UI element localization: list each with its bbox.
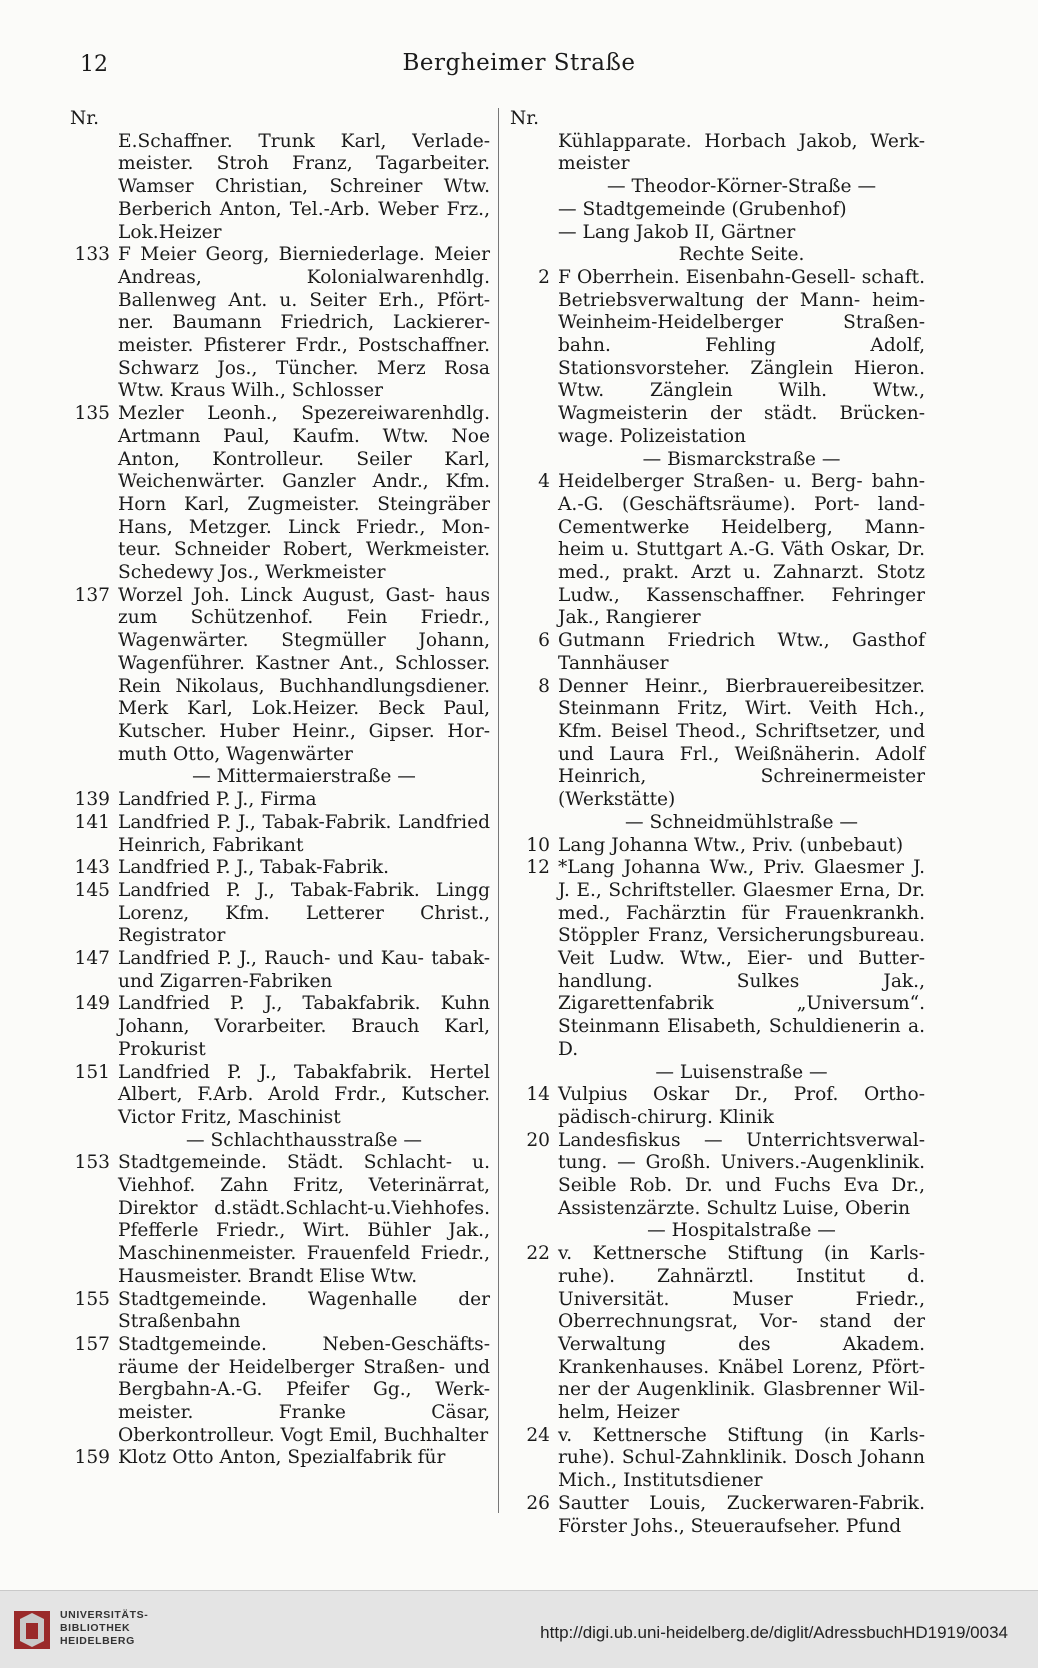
house-number: 14 <box>526 1084 550 1106</box>
house-number: 2 <box>538 266 550 288</box>
address-entry <box>510 199 925 222</box>
house-number <box>510 222 558 245</box>
entry-text: Stadtgemeinde. Städt. Schlacht- u. Viehhof. Zahn Fritz, Veterinärrat, Direktor d.städt.Schlacht-u.Viehhofes. Pfefferle Friedr., Wirt. Bühler Jak., Maschinenmeister. Frauenfeld Friedr., Hausmeister. Brandt Elise Wtw. <box>118 1152 490 1287</box>
entry-text: Landfried P. J., Tabak-Fabrik. Landfried Heinrich, Fabrikant <box>118 811 490 856</box>
house-number: 143 <box>74 857 110 879</box>
house-number: 26 <box>526 1492 550 1514</box>
cross-street-heading: — Schneidmühlstraße — <box>625 811 858 833</box>
university-seal-icon <box>12 1609 52 1651</box>
entry-text: Landfried P. J., Rauch- und Kau- tabak- und Zigarren-Fabriken <box>118 948 490 992</box>
house-number: 20 <box>526 1129 550 1151</box>
entry-text: Landfried P. J., Tabakfabrik. Kuhn Johann, Vorarbeiter. Brauch Karl, Prokurist <box>118 993 490 1060</box>
address-entry <box>70 789 490 812</box>
entry-text: Klotz Otto Anton, Spezialfabrik für <box>118 1447 446 1469</box>
entry-text: Landfried P. J., Tabak-Fabrik. <box>118 857 390 879</box>
cross-street-heading: — Schlachthausstraße — <box>185 1129 423 1151</box>
house-number: 141 <box>74 811 110 833</box>
entry-text: Vulpius Oskar Dr., Prof. Ortho- pädisch-chirurg. Klinik <box>558 1084 925 1128</box>
house-number: 159 <box>74 1447 110 1469</box>
address-entry <box>70 1289 490 1334</box>
address-entry <box>510 222 925 245</box>
entry-text: v. Kettnersche Stiftung (in Karls- ruhe). Zahnärztl. Institut d. Universität. Muser Friedr., Oberrechnungsrat, Vor- stand der Verwaltung des Akadem. Krankenhauses. Knäbel Lorenz, Pfört- ner der Augenklinik. Glasbrenner Wil- helm, Heizer <box>558 1243 925 1424</box>
entry-text: F Meier Georg, Bierniederlage. Meier Andreas, Kolonialwarenhdlg. Ballenweg Ant. u. Seiter Erh., Pfört- ner. Baumann Friedrich, Lackierer- meister. Pfisterer Frdr., Postschaffner. Schwarz Jos., Tüncher. Merz Rosa Wtw. Kraus Wilh., Schlosser <box>118 244 490 402</box>
address-entry <box>70 403 490 585</box>
house-number: 4 <box>538 471 550 493</box>
address-entry <box>70 585 490 767</box>
entry-text: Worzel Joh. Linck August, Gast- haus zum Schützenhof. Fein Friedr., Wagenwärter. Stegmüller Johann, Wagenführer. Kastner Ant., Schlosser. Rein Nikolaus, Buchhandlungsdiener. Merk Karl, Lok.Heizer. Beck Paul, Kutscher. Huber Heinr., Gipser. Hor- muth Otto, Wagenwärter <box>118 584 490 765</box>
house-number <box>70 131 118 245</box>
address-entry <box>510 1493 925 1538</box>
entry-text: — Lang Jakob II, Gärtner <box>558 221 796 243</box>
house-number: 10 <box>526 834 550 856</box>
address-entry <box>70 857 490 880</box>
entry-text: Heidelberger Straßen- u. Berg- bahn-A.-G. (Geschäftsräume). Port- land-Cementwerke Heidelberg, Mann- heim u. Stuttgart A.-G. Väth Oskar, Dr. med., prakt. Arzt u. Zahnarzt. Stotz Ludw., Kassenschaffner. Fehringer Jak., Rangierer <box>558 471 925 629</box>
house-number: 157 <box>74 1333 110 1355</box>
house-number: 137 <box>74 584 110 606</box>
entry-text: Stadtgemeinde. Neben-Geschäfts- räume der Heidelberger Straßen- und Bergbahn-A.-G. Pfeifer Gg., Werk- meister. Franke Cäsar, Oberkontrolleur. Vogt Emil, Buchhalter <box>118 1333 490 1446</box>
house-number: 139 <box>74 789 110 811</box>
house-number: 149 <box>74 993 110 1015</box>
address-entry <box>510 1084 925 1129</box>
house-number: 135 <box>74 403 110 425</box>
entry-text: Stadtgemeinde. Wagenhalle der Straßenbahn <box>118 1288 490 1333</box>
cross-street-heading: — Hospitalstraße — <box>647 1220 836 1242</box>
cross-street-heading: — Bismarckstraße — <box>642 448 841 470</box>
entry-text: Landfried P. J., Tabakfabrik. Hertel Albert, F.Arb. Arold Frdr., Kutscher. Victor Fritz, Maschinist <box>118 1061 490 1128</box>
address-entry <box>510 1130 925 1221</box>
right-column <box>510 108 925 1538</box>
address-entry <box>510 267 925 449</box>
left-column <box>70 108 490 1470</box>
cross-street-heading: — Mittermaierstraße — <box>192 766 416 788</box>
house-number: 145 <box>74 879 110 901</box>
entry-text: Denner Heinr., Bierbrauereibesitzer. Steinmann Fritz, Wirt. Veith Hch., Kfm. Beisel Theod., Schriftsetzer, und und Laura Frl., Weißnäherin. Adolf Heinrich, Schreinermeister (Werkstätte) <box>558 675 925 811</box>
address-entry <box>510 630 925 675</box>
entry-text: *Lang Johanna Ww., Priv. Glaesmer J. J. E., Schriftsteller. Glaesmer Erna, Dr. med., Fachärztin für Frauenkrankh. Stöppler Franz, Versicherungsbureau. Veit Ludw. Wtw., Eier- und Butter- handlung. Sulkes Jak., Zigarettenfabrik „Universum“. Steinmann Elisabeth, Schuldienerin a. D. <box>558 857 925 1060</box>
address-entry <box>70 1447 490 1470</box>
column-divider <box>498 108 499 1513</box>
permalink[interactable]: http://digi.ub.uni-heidelberg.de/diglit/AdressbuchHD1919/0034 <box>540 1623 1008 1642</box>
cross-street-heading: — Theodor-Körner-Straße — <box>606 176 877 198</box>
house-number: 133 <box>74 244 110 266</box>
entry-text: Gutmann Friedrich Wtw., Gasthof Tannhäuser <box>558 630 925 674</box>
house-number: 6 <box>538 630 550 652</box>
address-entry <box>510 676 925 812</box>
address-entry <box>70 1152 490 1288</box>
column-label: Nr. <box>70 108 100 129</box>
page-title: Bergheimer Straße <box>402 50 636 76</box>
entry-text: — Stadtgemeinde (Grubenhof) <box>558 198 847 220</box>
address-entry <box>70 948 490 993</box>
house-number: 147 <box>74 948 110 970</box>
address-entry <box>510 835 925 858</box>
column-label: Nr. <box>510 108 540 129</box>
cross-street-heading: — Luisenstraße — <box>655 1061 828 1083</box>
side-heading: Rechte Seite. <box>678 244 805 266</box>
entry-text: F Oberrhein. Eisenbahn-Gesell- schaft. Betriebsverwaltung der Mann- heim-Weinheim-Heidelberger Straßen- bahn. Fehling Adolf, Stationsvorsteher. Zänglein Hieron. Wtw. Zänglein Wilh. Wtw., Wagmeisterin der städt. Brücken- wage. Polizeistation <box>558 266 925 447</box>
page-number: 12 <box>80 52 108 77</box>
house-number: 8 <box>538 675 550 697</box>
address-entry <box>510 471 925 630</box>
address-entry <box>70 131 490 245</box>
entry-text: Sautter Louis, Zuckerwaren-Fabrik. Förster Johs., Steueraufseher. Pfund <box>558 1492 925 1537</box>
house-number <box>510 199 558 222</box>
house-number: 22 <box>526 1243 550 1265</box>
house-number <box>510 131 558 176</box>
house-number: 12 <box>526 857 550 879</box>
library-logo-text: UNIVERSITÄTS- BIBLIOTHEK HEIDELBERG <box>60 1609 149 1647</box>
viewer-footer <box>0 1590 1038 1668</box>
address-entry <box>70 812 490 857</box>
address-entry <box>70 1334 490 1448</box>
address-entry <box>510 131 925 176</box>
address-entry <box>70 993 490 1061</box>
house-number: 155 <box>74 1288 110 1310</box>
entry-text: Landfried P. J., Tabak-Fabrik. Lingg Lorenz, Kfm. Letterer Christ., Registrator <box>118 879 490 947</box>
house-number: 153 <box>74 1152 110 1174</box>
address-entry <box>510 857 925 1061</box>
address-entry <box>510 1243 925 1425</box>
entry-text: Landfried P. J., Firma <box>118 789 317 811</box>
address-entry <box>70 880 490 948</box>
address-entry <box>70 1062 490 1130</box>
entry-text: Lang Johanna Wtw., Priv. (unbebaut) <box>558 834 904 856</box>
entry-text: Mezler Leonh., Spezereiwarenhdlg. Artmann Paul, Kaufm. Wtw. Noe Anton, Kontrolleur. Seiler Karl, Weichenwärter. Ganzler Andr., Kfm. Horn Karl, Zugmeister. Steingräber Hans, Metzger. Linck Friedr., Mon- teur. Schneider Robert, Werkmeister. Schedewy Jos., Werkmeister <box>118 403 490 584</box>
address-entry <box>70 244 490 403</box>
entry-text: Kühlapparate. Horbach Jakob, Werk- meister <box>558 130 925 175</box>
entry-text: v. Kettnersche Stiftung (in Karls- ruhe). Schul-Zahnklinik. Dosch Johann Mich., Institutsdiener <box>558 1424 925 1492</box>
entry-text: Landesfiskus — Unterrichtsverwal- tung. — Großh. Univers.-Augenklinik. Seible Rob. Dr. und Fuchs Eva Dr., Assistenzärzte. Schultz Luise, Oberin <box>558 1129 925 1219</box>
house-number: 151 <box>74 1061 110 1083</box>
address-entry <box>510 1425 925 1493</box>
house-number: 24 <box>526 1424 550 1446</box>
entry-text: E.Schaffner. Trunk Karl, Verlade- meister. Stroh Franz, Tagarbeiter. Wamser Christian, Schreiner Wtw. Berberich Anton, Tel.-Arb. Weber Frz., Lok.Heizer <box>118 130 490 243</box>
